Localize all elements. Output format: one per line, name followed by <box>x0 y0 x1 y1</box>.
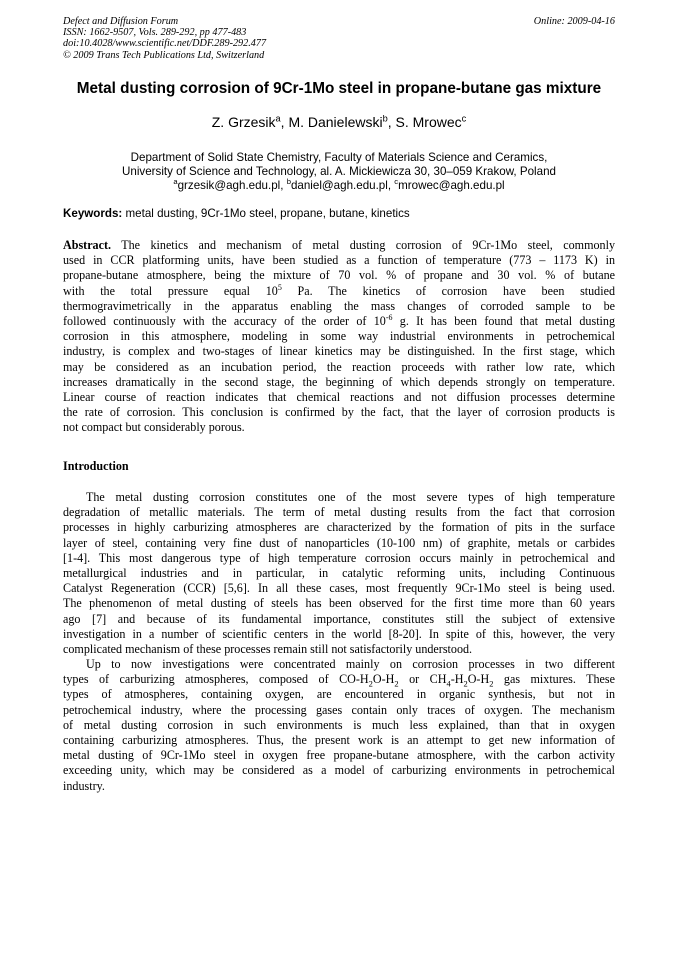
exponent: -6 <box>385 313 393 322</box>
email-link: grzesik@agh.edu.pl <box>177 179 281 192</box>
author-affil-mark: b <box>382 113 388 124</box>
journal-header <box>63 16 266 61</box>
abstract-line: the rate of corrosion. This conclusion is confirmed by the fact, that the layer of corrosion products is <box>63 405 615 420</box>
text-run: O-H <box>372 672 395 687</box>
subscript: 4 <box>446 678 451 688</box>
abstract <box>63 238 615 435</box>
paragraph-line: ago [7] and because of its fundamental importance, constitutes still the subject of extensive <box>63 611 615 626</box>
author-name: S. Mrowec <box>395 114 462 130</box>
paragraph-line: industry. <box>63 778 105 793</box>
exponent: 5 <box>277 283 282 292</box>
paragraph-line: Up to now investigations were concentrated mainly on corrosion processes in two different <box>86 657 615 672</box>
paragraph-line: The metal dusting corrosion constitutes one of the most severe types of high temperature <box>86 490 615 504</box>
subscript: 2 <box>463 678 468 688</box>
abstract-line: propane-butane atmosphere, being the mixture of 70 vol. % of propane and 30 vol. % of butane <box>63 268 615 283</box>
abstract-text: Pa. The kinetics of corrosion have been studied <box>297 283 615 298</box>
abstract-line: not compact but considerably porous. <box>63 420 245 435</box>
introduction-body <box>63 490 615 794</box>
paragraph-line: Catalyst Regeneration (CCR) [5,6]. In all these cases, most frequently 9Cr-1Mo steel is being used. <box>63 581 615 596</box>
keywords-label: Keywords: <box>63 207 123 220</box>
email-mark: b <box>286 177 291 187</box>
abstract-text: g. It has been found that metal dusting <box>399 313 615 328</box>
author-emails: $^a$grzesik@agh.edu.pl, $^b$daniel@agh.edu.pl, $^c$mrowec@agh.edu.pl <box>173 177 505 192</box>
abstract-text: with the total pressure equal 10 <box>63 283 278 298</box>
abstract-line: may be considered as an incubation period, the reaction proceeds with rather low rate, which <box>63 359 615 374</box>
paper-title: Metal dusting corrosion of 9Cr-1Mo steel in propane-butane gas mixture <box>76 80 602 97</box>
author-list: Z. Grzesik$^a$, M. Danielewski$^b$, S. Mrowec$^c$ <box>211 113 467 130</box>
paragraph-line: petrochemical industry, where the processing gases contain only traces of oxygen. The mechanism <box>63 702 615 717</box>
paragraph-line: containing carburizing atmospheres. Thus, the present work is an attempt to get new information of <box>63 733 615 747</box>
journal-copyright: © 2009 Trans Tech Publications Ltd, Switzerland <box>63 49 265 61</box>
abstract-text: The kinetics and mechanism of metal dusting corrosion of 9Cr-1Mo steel, commonly <box>121 238 615 252</box>
paragraph-line: [1-4]. This most dangerous type of high temperature corrosion occurs mainly in petrochemical and <box>63 550 615 565</box>
text-run: types of carburizing atmospheres, composed of CO-H <box>63 672 369 687</box>
author-name: M. Danielewski <box>288 114 383 130</box>
paragraph-line: complicated mechanism of these processes remain still not satisfactorily understood. <box>63 641 473 656</box>
keywords <box>63 207 623 221</box>
paragraph-line: processes in highly carburizing atmospheres are characterized by the formation of pits in the surface <box>63 520 615 535</box>
subscript: 2 <box>489 678 494 688</box>
text-run: -H <box>450 672 464 687</box>
subscript: 2 <box>394 678 399 688</box>
journal-issn: ISSN: 1662-9507, Vols. 289-292, pp 477-483 <box>63 27 247 39</box>
abstract-line <box>63 238 615 253</box>
email-link: daniel@agh.edu.pl <box>290 179 388 192</box>
abstract-line: Linear course of reaction indicates that chemical reactions and not diffusion processes determine <box>63 389 615 404</box>
abstract-line: corrosion in this atmosphere, modeling in some way industrial environments in petrochemical <box>63 329 615 344</box>
email-mark: c <box>394 177 399 187</box>
author-name: Z. Grzesik <box>211 114 276 130</box>
abstract-line: used in CCR platforming units, have been studied as a function of temperature (773 – 1173 K) in <box>63 253 615 268</box>
paragraph-line: The phenomenon of metal dusting of steels has been observed for the first time more than 60 years <box>63 596 615 611</box>
affiliation <box>40 151 638 193</box>
abstract-line <box>63 314 615 329</box>
author-affil-mark: c <box>461 113 467 124</box>
journal-doi: doi:10.4028/www.scientific.net/DDF.289-292.477 <box>63 38 267 50</box>
affiliation-address: University of Science and Technology, al. A. Mickiewicza 30, 30–059 Krakow, Poland <box>122 165 556 178</box>
affiliation-department: Department of Solid State Chemistry, Faculty of Materials Science and Ceramics, <box>130 151 548 164</box>
abstract-label: Abstract. <box>63 238 112 252</box>
text-run: O-H <box>467 672 490 687</box>
paragraph-line: of metal dusting corrosion in such environments is much less explained, than that in oxygen <box>63 717 615 732</box>
abstract-text: followed continuously with the accuracy of the order of 10 <box>63 313 386 328</box>
subscript: 2 <box>368 678 373 688</box>
journal-name: Defect and Diffusion Forum <box>63 16 179 27</box>
paragraph-line: investigation in a number of scientific centers in the world [8-20]. In spite of this, however, the very <box>63 626 615 641</box>
section-heading-introduction: Introduction <box>63 459 129 473</box>
paragraph-line: metal dusting of 9Cr-1Mo steel in oxygen free propane-butane atmosphere, with the carbon activity <box>63 748 615 763</box>
abstract-line: industry, is complex and two-stages of linear kinetics may be distinguished. In the first stage, which <box>63 344 615 359</box>
email-link: mrowec@agh.edu.pl <box>398 179 505 192</box>
email-mark: a <box>173 177 178 187</box>
paragraph-line: exceeding unity, which may be considered as a model of carburizing environments in petrochemical <box>63 763 615 778</box>
paragraph-line: degradation of metallic materials. The term of metal dusting results from the fact that corrosion <box>63 505 615 520</box>
paragraph-line: layer of steel, containing very fine dust of nanoparticles (10-100 nm) of graphite, metals or carbides <box>63 535 615 550</box>
paragraph-line: metallurgical industries and in particular, in catalytic reforming units, including Continuous <box>63 565 615 580</box>
abstract-line <box>63 284 615 299</box>
paragraph-line <box>63 672 615 687</box>
author-affil-mark: a <box>275 113 281 124</box>
abstract-line: thermogravimetrically in the apparatus enabling the mass changes of corroded sample to be <box>63 298 615 313</box>
abstract-line: increases dramatically in the second stage, the beginning of which depends strongly on temperature. <box>63 374 615 389</box>
text-run: gas mixtures. These <box>493 672 615 687</box>
online-date: Online: 2009-04-16 <box>533 16 615 27</box>
text-run: or CH <box>398 672 447 687</box>
paragraph-line: types of atmospheres, containing oxygen, are encountered in organic synthesis, but not in <box>63 687 615 702</box>
keywords-text: metal dusting, 9Cr-1Mo steel, propane, butane, kinetics <box>125 207 410 220</box>
